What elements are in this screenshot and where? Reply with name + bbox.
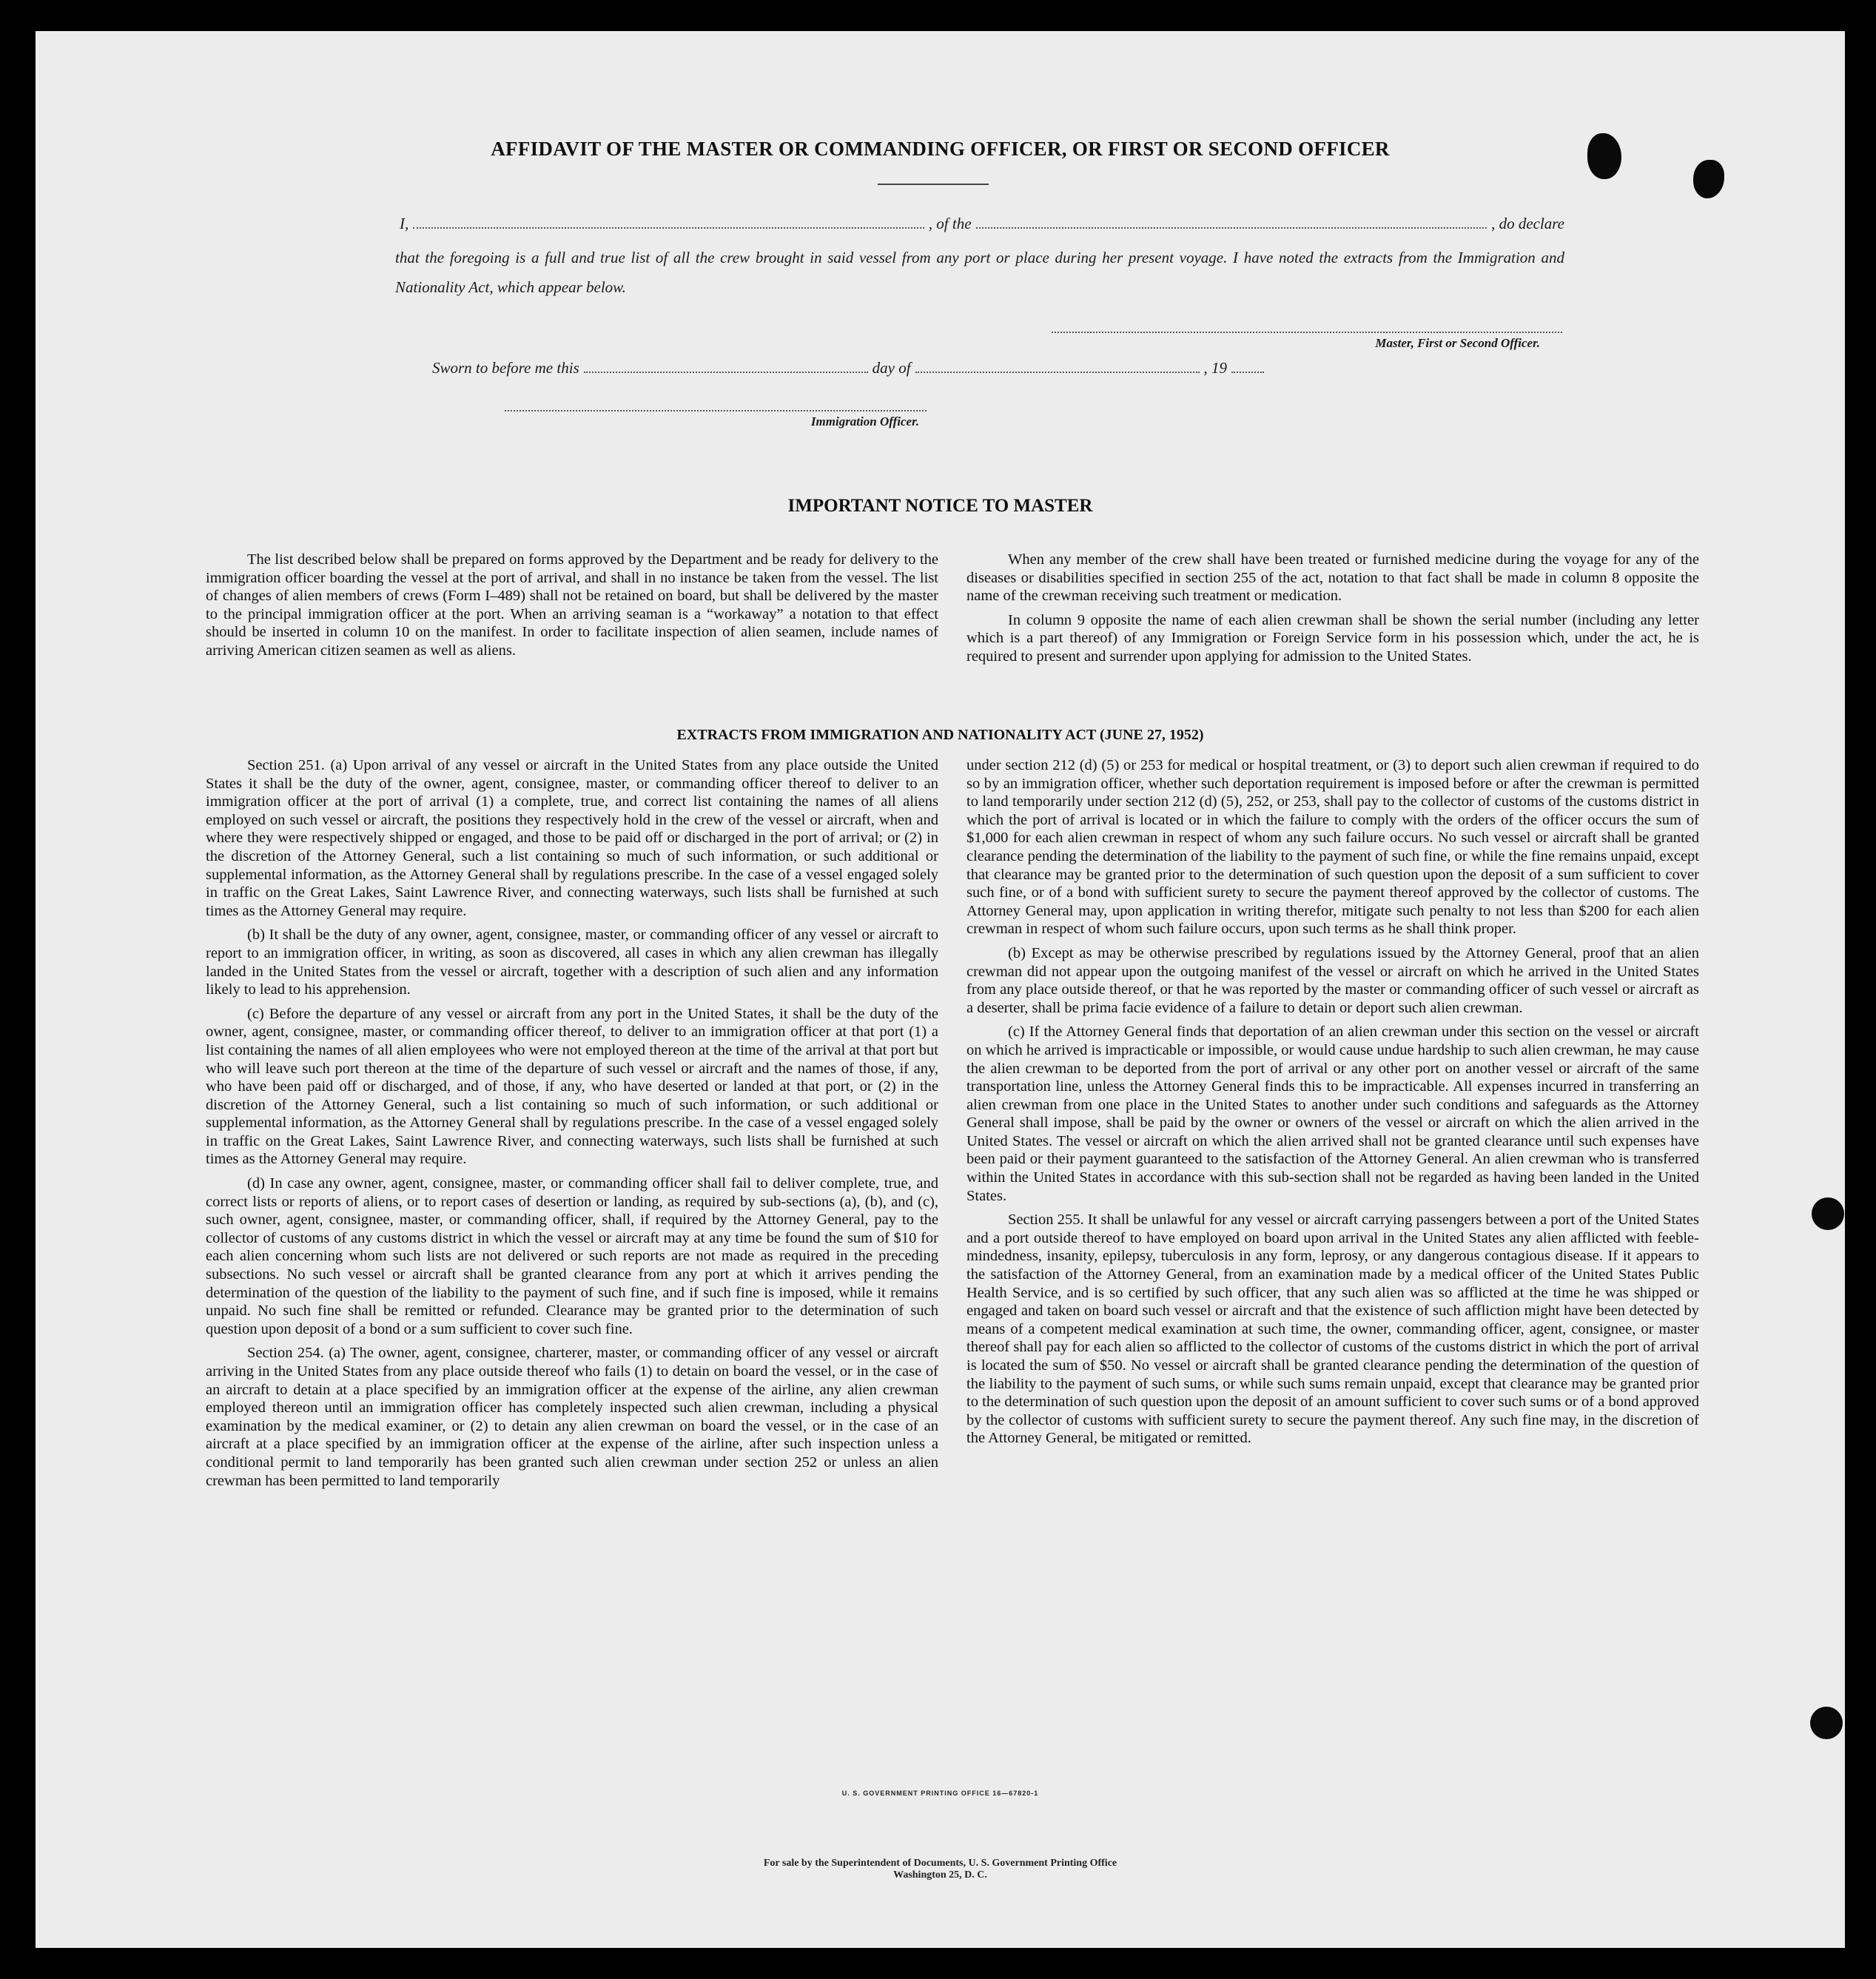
punch-hole-top-right <box>1693 160 1724 198</box>
section-251-c: (c) Before the departure of any vessel or aircraft from any port in the United States, it shall be the duty of the owner, agent, consignee, master, or commanding officer thereof, to deliver to an immigration officer at that port (1) a list containing the names of all alien employees who were not employed thereon at the time of the arrival at that port but who will leave such port thereon at the time of the departure of such vessel or aircraft and the names of those, if any, who have been paid off or discharged, and of those, if any, who have deserted or landed at that port, or (2) in the discretion of the Attorney General, such a list containing so much of such information, or such additional or supplemental information, as the Attorney General shall by regulations prescribe. In the case of a vessel engaged solely in traffic on the Great Lakes, Saint Lawrence River, and connecting waterways, such lists shall be furnished at such times as the Attorney General may require. <box>206 1005 938 1168</box>
punch-hole-right-middle <box>1812 1197 1844 1230</box>
section-255: Section 255. It shall be unlawful for any vessel or aircraft carrying passengers between a port of the United States and a port outside thereof to have employed on board upon arrival in the United States any alien afflicted with feeble-mindedness, insanity, epilepsy, tuberculosis in any form, leprosy, or any dangerous contagious disease. If it appears to the satisfaction of the Attorney General, from an examination made by a medical officer of the United States Public Health Service, and is so certified by such officer, that any such alien was so afflicted at the time he was shipped or engaged and taken on board such vessel or aircraft and that the existence of such affliction might have been detected by means of a competent medical examination at such time, the owner, commanding officer, agent, consignee, or master thereof shall pay for each alien so afflicted to the collector of customs of the customs district in which the port of arrival is located the sum of $50. No vessel or aircraft shall be granted clearance pending the determination of the question of the liability to the payment of such sums, or while such sums remain unpaid, except that clearance may be granted prior to the determination of such question upon the deposit of an amount sufficient to cover such sums or of a bond approved by the collector of customs with sufficient surety to secure the payment thereof. Any such fine may, in the discretion of the Attorney General, be mitigated or remitted. <box>966 1212 1699 1447</box>
master-signature-label: Master, First or Second Officer. <box>1375 336 1540 350</box>
sworn-label: Sworn to before me this <box>432 359 579 377</box>
notice-right-paragraph-2: In column 9 opposite the name of each alien crewman shall be shown the serial number (including any letter which is a part thereof) of any Immigration or Foreign Service form in his possession which, under the act, he is required to present and surrender upon applying for admission to the United States. <box>966 611 1699 665</box>
declaration-line <box>400 215 1564 233</box>
section-254-b: (b) Except as may be otherwise prescribed by regulations issued by the Attorney General, proof that an alien crewman did not appear upon the outgoing manifest of the vessel or aircraft on which he arrived in the United States from any place outside thereof, or that he was reported by the master or commanding officer of such vessel or aircraft as a deserter, shall be prima facie evidence of a failure to detain or deport such alien crewman. <box>966 944 1699 1016</box>
notice-right-column <box>966 551 1699 672</box>
section-251-b: (b) It shall be the duty of any owner, agent, consignee, master, or commanding officer of any vessel or aircraft to report to an immigration officer, in writing, as soon as discovered, all cases in which any alien crewman has illegally landed in the United States from the vessel or aircraft, together with a description of such alien and any information likely to lead to his apprehension. <box>206 927 938 998</box>
section-251-d: (d) In case any owner, agent, consignee, master, or commanding officer shall fail to deliver complete, true, and correct lists or reports of aliens, or to report cases of desertion or landing, as required by sub-sections (a), (b), and (c), such owner, agent, consignee, master, or commanding officer, shall, if required by the Attorney General, pay to the collector of customs of any customs district in which the vessel or aircraft may at any time be found the sum of $10 for each alien concerning whom such lists are not delivered or such reports are not made as required in the preceding subsections. No such vessel or aircraft shall be granted clearance from any port at which it arrives pending the determination of the question of the liability to the payment of such fine, and if such fine is imposed, while it remains unpaid. No such fine shall be remitted or refunded. Clearance may be granted prior to the determination of such question upon deposit of a bond or a sum sufficient to cover such fine. <box>206 1175 938 1337</box>
sale-line-1: For sale by the Superintendent of Documents, U. S. Government Printing Office <box>763 1858 1117 1869</box>
punch-hole-top-left <box>1587 133 1621 179</box>
i-label: I, <box>400 215 409 232</box>
notice-right-paragraph-1: When any member of the crew shall have been treated or furnished medicine during the voyage for any of the diseases or disabilities specified in section 255 of the act, notation to that fact shall be made in column 8 opposite the name of the crewman receiving such treatment or medication. <box>966 551 1699 605</box>
title-underline <box>878 184 989 185</box>
document-page <box>36 31 1845 1948</box>
punch-hole-right-bottom <box>1810 1707 1843 1739</box>
of-the-label: , of the <box>928 215 972 232</box>
section-254-a: Section 254. (a) The owner, agent, consignee, charterer, master, or commanding officer of any vessel or aircraft arriving in the United States from any place outside thereof who fails (1) to detain on board the vessel, or in the case of an aircraft to detain at a place specified by an immigration officer at the expense of the airline, any alien crewman employed thereon until an immigration officer has completely inspected such alien crewman, including a physical examination by the medical examiner, or (2) to detain any alien crewman on board the vessel, or in the case of an aircraft at a place specified by an immigration officer at the expense of the airline, after such inspection unless a conditional permit to land temporarily has been granted such alien crewman under section 252 or unless an alien crewman has been permitted to land temporarily <box>206 1345 938 1489</box>
sworn-line <box>432 359 1268 377</box>
immigration-officer-signature-line <box>505 410 927 411</box>
declaration-text: that the foregoing is a full and true list of all the crew brought in said vessel from any port or place during her present voyage. I have noted the extracts from the Immigration and Nationality Act, which appear below. <box>395 249 1564 296</box>
notice-left-column <box>206 551 938 666</box>
extracts-title: EXTRACTS FROM IMMIGRATION AND NATIONALITY ACT (JUNE 27, 1952) <box>676 727 1204 743</box>
notice-title: IMPORTANT NOTICE TO MASTER <box>787 496 1093 516</box>
year-label: , 19 <box>1203 359 1227 377</box>
immigration-officer-label: Immigration Officer. <box>810 414 919 429</box>
section-254-a-continued: under section 212 (d) (5) or 253 for medical or hospital treatment, or (3) to deport such alien crewman if required to do so by an immigration officer, whether such deportation requirement is imposed before or after the crewman is permitted to land temporarily under section 212 (d) (5), 252, or 253, shall pay to the collector of customs of the customs district in which the port of arrival is located or in which the failure to comply with the orders of the officer occurs the sum of $1,000 for each alien crewman in respect of whom any such failure occurs. No such vessel or aircraft shall be granted clearance pending the determination of the liability to the payment of such fine, or while the fine remains unpaid, except that clearance may be granted prior to the determination of such question upon the deposit of a sum sufficient to cover such fine, or of a bond with sufficient surety to secure the payment thereof approved by the collector of customs. The Attorney General may, upon application in writing therefor, mitigate such penalty to not less than $200 for each alien crewman in respect of whom such failure occurs, upon such terms as he shall think proper. <box>966 757 1699 938</box>
section-254-c: (c) If the Attorney General finds that deportation of an alien crewman under this section on the vessel or aircraft on which he arrived is impracticable or impossible, or would cause undue hardship to such alien crewman, he may cause the alien crewman to be deported from the port of arrival or any other port on another vessel or aircraft of the same transportation line, unless the Attorney General finds this to be impracticable. All expenses incurred in transferring an alien crewman from one place in the United States to another under such conditions and safeguards as the Attorney General shall impose, shall be paid by the owner or owners of the vessel or aircraft on which the alien arrived in the United States. The vessel or aircraft on which the alien arrived shall not be granted clearance until such expenses have been paid or their payment guaranteed to the satisfaction of the Attorney General. An alien crewman who is transferred within the United States in accordance with this sub-section shall not be regarded as having been landed in the United States. <box>966 1024 1699 1204</box>
sale-line-2: Washington 25, D. C. <box>893 1869 987 1881</box>
sworn-month-blank <box>915 372 1200 373</box>
gpo-imprint: U. S. GOVERNMENT PRINTING OFFICE 16—67820-1 <box>841 1790 1039 1797</box>
notice-left-paragraph: The list described below shall be prepared on forms approved by the Department and be ready for delivery to the immigration officer boarding the vessel at the port of arrival, and shall in no instance be taken from the vessel. The list of changes of alien members of crews (Form I–489) shall not be retained on board, but shall be delivered by the master to the principal immigration officer at the port. When an arriving seaman is a “workaway” a notation to that effect should be inserted in column 10 on the manifest. In order to facilitate inspection of alien seamen, include names of arriving American citizen seamen as well as aliens. <box>206 551 938 659</box>
do-declare-label: , do declare <box>1491 215 1565 232</box>
sworn-year-blank <box>1231 372 1264 373</box>
sworn-day-blank <box>584 372 868 373</box>
extracts-left-column <box>206 756 938 1496</box>
section-251-a: Section 251. (a) Upon arrival of any vessel or aircraft in the United States from any place outside the United States it shall be the duty of the owner, agent, consignee, master, or commanding officer thereof to deliver to an immigration officer at the port of arrival (1) a complete, true, and correct list containing the names of all aliens employed on such vessel or aircraft, the positions they respectively hold in the crew of the vessel or aircraft, when and where they were respectively shipped or engaged, and those to be paid off or discharged in the port of arrival; or (2) in the discretion of the Attorney General, such a list containing so much of such information, or such additional or supplemental information, as the Attorney General shall by regulations prescribe. In the case of a vessel engaged solely in traffic on the Great Lakes, Saint Lawrence River, and connecting waterways, such lists shall be furnished at such times as the Attorney General may require. <box>206 757 938 919</box>
name-blank <box>413 227 924 229</box>
sale-notice <box>36 1858 1845 1881</box>
master-signature-line <box>1052 332 1562 333</box>
extracts-right-column <box>966 756 1699 1454</box>
day-of-label: day of <box>872 359 911 377</box>
vessel-blank <box>976 227 1487 229</box>
affidavit-title: AFFIDAVIT OF THE MASTER OR COMMANDING OFFICER, OR FIRST OR SECOND OFFICER <box>491 138 1390 160</box>
